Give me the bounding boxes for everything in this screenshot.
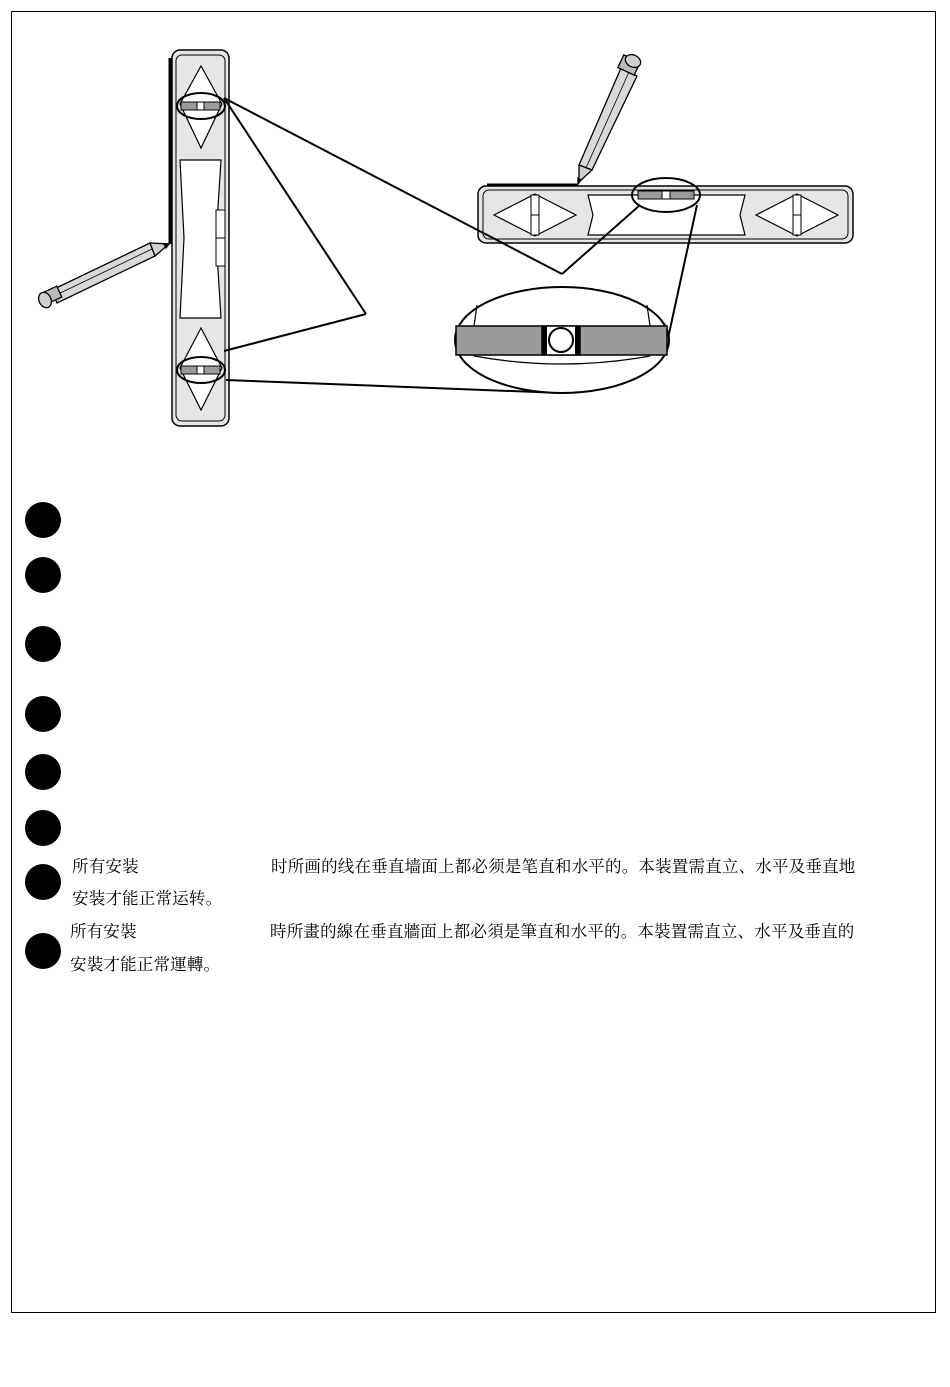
bullet-marker — [25, 626, 61, 662]
bullet-marker — [25, 933, 61, 969]
left-pencil-icon — [36, 243, 169, 310]
bullet-marker — [25, 810, 61, 846]
bullet-marker — [25, 864, 61, 900]
right-pencil-icon — [578, 52, 643, 184]
instruction-simplified-line1-start: 所有安装 — [72, 857, 139, 876]
instruction-traditional-line2: 安裝才能正常運轉。 — [70, 955, 221, 974]
bullet-marker — [25, 502, 61, 538]
level-illustration — [0, 0, 950, 470]
bullet-marker — [25, 696, 61, 732]
instruction-traditional-line1-end: 時所畫的線在垂直牆面上都必須是筆直和水平的。本裝置需直立、水平及垂直的 — [270, 922, 855, 941]
bullet-marker — [25, 557, 61, 593]
vertical-level — [172, 50, 229, 426]
horizontal-level — [478, 178, 853, 243]
instruction-traditional-line1-start: 所有安裝 — [70, 922, 137, 941]
instruction-simplified-line2: 安装才能正常运转。 — [72, 889, 223, 908]
instruction-simplified-line1-end: 时所画的线在垂直墙面上都必须是笔直和水平的。本装置需直立、水平及垂直地 — [271, 857, 856, 876]
magnified-vial — [455, 287, 669, 393]
bullet-marker — [25, 754, 61, 790]
